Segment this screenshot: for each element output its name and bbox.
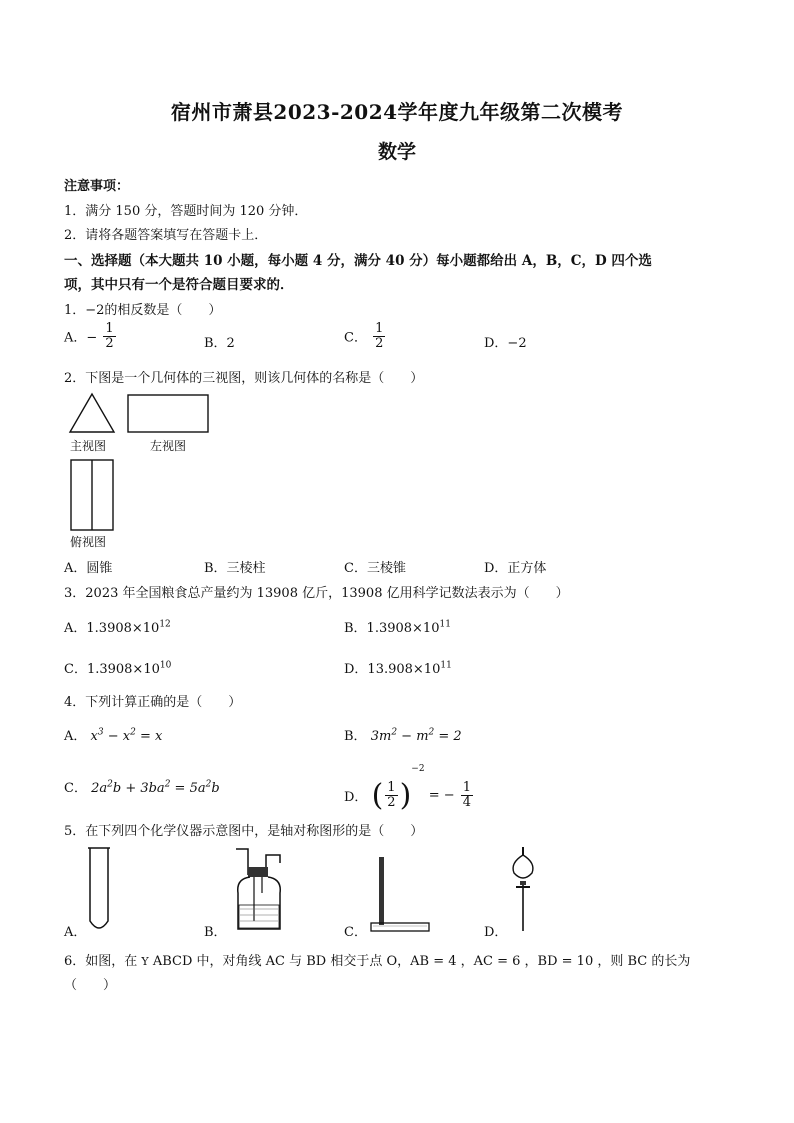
question-4-option-c: [64, 777, 220, 796]
question-1-option-d: D．−2: [484, 336, 527, 351]
question-3-option-d: [344, 658, 452, 677]
option-label: B．: [344, 729, 367, 744]
fraction-denominator: 2: [375, 335, 384, 351]
question-4-stem: 4．下列计算正确的是（ ）: [64, 695, 242, 710]
fraction: [461, 781, 473, 809]
question-1-option-a: [64, 322, 118, 350]
option-c-base: C．1.3908×10: [64, 662, 160, 677]
paper-title: 宿州市萧县2023-2024学年度九年级第二次模考: [170, 100, 624, 124]
fraction-numerator: 1: [105, 321, 114, 336]
fraction-numerator: 1: [462, 780, 472, 796]
question-5-option-b: B．: [204, 925, 227, 940]
paper-subject: 数学: [377, 141, 416, 163]
question-6-line-2: （ ）: [64, 978, 117, 993]
fraction: [373, 322, 385, 350]
option-d-exponent: 11: [440, 660, 452, 671]
note-item-1: 1．满分 150 分，答题时间为 120 分钟．: [64, 204, 308, 219]
three-views-figure: [62, 390, 222, 550]
separatory-funnel-icon: [508, 845, 538, 935]
front-view-label: 主视图: [70, 439, 107, 453]
fraction-denominator: 2: [387, 795, 396, 810]
fraction: [103, 322, 115, 350]
question-5-stem: 5．在下列四个化学仪器示意图中，是轴对称图形的是（ ）: [64, 824, 424, 839]
question-3-stem: 3．2023 年全国粮食总产量约为 13908 亿斤，13908 亿用科学记数法表示为（ ）: [64, 586, 569, 601]
question-4-option-b: [344, 725, 462, 744]
section-heading-line1: 一、选择题（本大题共 10 小题，每小题 4 分，满分 40 分）每小题都给出 A，B，C，D 四个选: [64, 253, 652, 269]
left-paren: (: [371, 778, 384, 813]
option-d-base: D．13.908×10: [344, 662, 441, 677]
option-c-exponent: 10: [159, 660, 172, 671]
iron-stand-icon: [365, 855, 435, 935]
question-6-body: ABCD 中，对角线 AC 与 BD 相交于点 O，AB = 4 ，AC = 6 ，BD = 10 ，则 BC 的长为: [152, 954, 691, 969]
fraction-denominator: 2: [105, 335, 114, 351]
option-b-base: B．1.3908×10: [344, 621, 440, 636]
option-a-exponent: 12: [159, 619, 171, 630]
question-4-option-a: [64, 725, 162, 744]
expression: $2a^2b + 3ba^2 = 5a^2b$: [91, 779, 220, 796]
option-c-prefix: C．: [344, 330, 367, 346]
left-view-label: 左视图: [150, 439, 187, 453]
question-1-stem: 1．−2的相反数是（ ）: [64, 303, 222, 318]
notes-heading: 注意事项：: [64, 179, 130, 194]
question-3-option-b: [344, 617, 451, 636]
question-1-option-c: [344, 322, 387, 350]
gas-bottle-icon: [228, 845, 290, 935]
option-label: C．: [64, 781, 87, 796]
question-2-option-c: C．三棱锥: [344, 561, 406, 576]
option-a-base: A．1.3908×10: [64, 621, 160, 636]
question-2-stem: 2．下图是一个几何体的三视图，则该几何体的名称是（ ）: [64, 371, 424, 386]
fraction-numerator: 1: [375, 321, 384, 336]
note-item-2: 2．请将各题答案填写在答题卡上．: [64, 228, 268, 243]
right-paren: ): [399, 778, 412, 813]
question-6-line-1: [64, 950, 690, 969]
question-2-option-d: D．正方体: [484, 561, 547, 576]
question-2-option-b: B．三棱柱: [204, 561, 266, 576]
expression: $x^3 - x^2 = x$: [90, 727, 163, 744]
fraction-denominator: 4: [462, 795, 472, 810]
question-5-option-d: D．: [484, 925, 508, 940]
question-4-option-d: [344, 764, 475, 813]
equals: = −: [428, 788, 455, 803]
question-5-option-a: A．: [64, 925, 87, 940]
option-label: D．: [344, 790, 368, 805]
question-3-option-a: [64, 617, 171, 636]
option-a-prefix: A．−: [64, 330, 98, 346]
front-view-triangle: [70, 394, 114, 432]
fraction-numerator: 1: [387, 780, 396, 796]
question-1-option-b: B．2: [204, 336, 235, 351]
parallelogram-symbol: Y: [141, 955, 149, 968]
option-b-exponent: 11: [439, 619, 451, 630]
question-3-option-c: [64, 658, 171, 677]
question-2-option-a: A．圆锥: [64, 561, 113, 576]
option-label: A．: [64, 729, 87, 744]
test-tube-icon: [84, 845, 114, 935]
left-view-rectangle: [128, 395, 208, 432]
top-view-label: 俯视图: [70, 535, 107, 549]
exponent: −2: [411, 764, 425, 774]
expression: $3m^2 - m^2 = 2$: [370, 727, 462, 744]
fraction: [385, 781, 397, 809]
question-6-intro: 6．如图，在: [64, 954, 138, 969]
question-5-option-c: C．: [344, 925, 367, 940]
section-heading-line2: 项，其中只有一个是符合题目要求的．: [64, 277, 294, 293]
